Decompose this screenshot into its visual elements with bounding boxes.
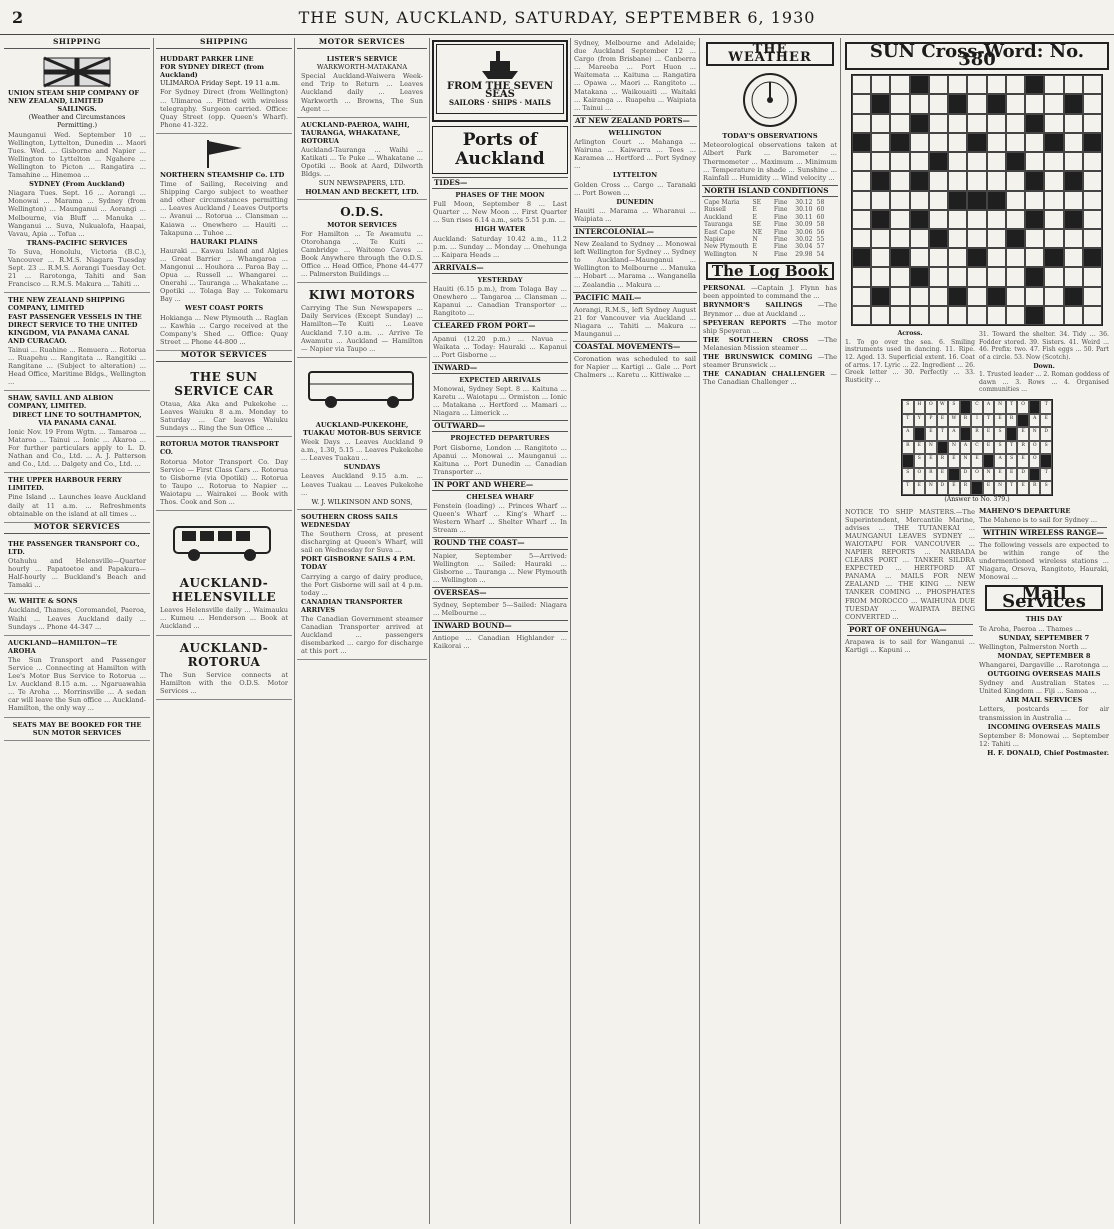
column-crossword-mails: [840, 38, 1113, 1224]
speyeran-heading: SPEYERAN REPORTS: [703, 318, 787, 327]
body-text: Rotorua Motor Transport Co. Day Service — First Class Cars ... Rotorua to Gisborne (via Opotiki) ... Rotorua to Taupo ... Rotorua to Napier ... Waiotapu ... Wairakei ... Book with Thos. Cook and Son ...: [160, 457, 288, 507]
direct-line: DIRECT LINE TO SOUTHAMPTON, VIA PANAMA CANAL: [12, 410, 142, 427]
intercolonial-heading: INTERCOLONIAL—: [573, 226, 697, 238]
body-text: 31. Toward the shelter. 34. Tidy ... 36. Fodder stored. 39. Sisters. 41. Weird ... 46. Prefix: two. 47. Fish eggs ... 50. Part of a circle. 53. Now (Scotch).: [979, 331, 1109, 361]
postmaster-signature: H. F. DONALD, Chief Postmaster.: [987, 748, 1109, 757]
body-text: Carrying a cargo of dairy produce, the Port Gisborne will sail at 4 p.m. today ...: [301, 572, 423, 597]
ship-icon: [480, 45, 520, 81]
expected-heading: EXPECTED ARRIVALS: [459, 375, 541, 384]
masthead: [0, 0, 1114, 35]
body-text: Leaves Auckland 9.15 a.m. ... Leaves Tuakau ... Leaves Pukekohe ...: [301, 472, 423, 497]
in-port-heading: IN PORT AND WHERE—: [432, 479, 568, 491]
seven-seas-title: FROM THE SEVEN SEAS: [446, 81, 554, 101]
weather-dial-icon: [700, 70, 840, 130]
body-text: Meteorological observations taken at Albert Park ... Barometer ... Thermometer ... Maximum ... Minimum ... Temperature in shade ... Sunshine ... Rainfall ... Humidity ... Wind velocity ...: [703, 141, 837, 182]
sundays: SUNDAYS: [343, 463, 381, 472]
column-shipping-1: [2, 38, 152, 1224]
body-text: Pine Island ... Launches leave Auckland daily at 11 a.m. ... Refreshments obtainable on the island at all times ...: [8, 493, 146, 518]
column-motor-services: [294, 38, 429, 1224]
body-text: The following vessels are expected to be within range of the undermentioned wireless stations ... Niagara, Orsova, Rangitoto, Hauraki, Monowai ...: [979, 540, 1109, 582]
sailings-sub: (Weather and Circumstances Permitting.): [28, 113, 126, 130]
body-text: To Suva, Honolulu, Victoria (B.C.), Vancouver ... R.M.S. Niagara Tuesday Sept. 23 ... R.M.S. Aorangi Tuesday Oct. 21 ... Rarotonga, Tahiti and San Francisco ... R.M.S. Makura ... Tahiti ...: [8, 247, 146, 289]
seats-title: SEATS MAY BE BOOKED FOR THE SUN MOTOR SERVICES: [12, 720, 142, 737]
seven-seas-sub: SAILORS · SHIPS · MAILS: [449, 98, 551, 108]
port-onehunga-heading: PORT OF ONEHUNGA—: [847, 624, 973, 636]
sun-papers: SUN NEWSPAPERS, LTD.: [318, 179, 406, 188]
hamilton-title: AUCKLAND—HAMILTON—TE AROHA: [8, 638, 117, 655]
monday-heading: MONDAY, SEPTEMBER 8: [997, 651, 1091, 660]
port-gisborne-title: PORT GISBORNE SAILS 4 P.M. TODAY: [301, 555, 416, 572]
holman: HOLMAN AND BECKETT, LTD.: [305, 187, 419, 196]
body-text: Ionic Nov. 19 From Wgtn. ... Tamaroa ... Mataroa ... Tainui ... Ionic ... Akaroa ... For further particulars apply to L. D. Nathan and Co., Ltd. ... A. J. Patterson and Co., Ltd. ... Dalgety and Co., Ltd. ...: [8, 427, 146, 469]
passenger-transport-ad: [4, 537, 150, 595]
body-text: Hauiti (6.15 p.m.), from Tolaga Bay ... Onewhero ... Tangaroa ... Clansman ... Kapanui ... Canadian Transporter ... Rangitoto ...: [433, 285, 567, 318]
flag-icon: [160, 137, 288, 171]
sun-service-ad: [156, 365, 292, 437]
body-text: Golden Cross ... Cargo ... Taranaki ... Port Bowen ...: [574, 180, 696, 197]
motor-bus-illustration: [295, 360, 429, 414]
for-sydney: FOR SYDNEY DIRECT (from Auckland): [160, 63, 265, 80]
section-heading: MOTOR SERVICES: [156, 351, 292, 362]
body-text: Letters, postcards ... for air transmission in Australia ...: [979, 705, 1109, 722]
body-text: Time of Sailing, Receiving and Shipping Cargo subject to weather and other circumstances permitting ... Leaves Auckland / Leaves Outports ... Avanui ... Rotorua ... Clansman ... Kaiawa ... Onewhero ... Hauiti ... Takapuna ... Tuhoe ...: [160, 180, 288, 237]
paeroa-title: AUCKLAND-PAEROA, WAIHI, TAURANGA, WHAKATANE, ROTORUA: [301, 120, 410, 145]
body-text: Auckland: Saturday 10.42 a.m., 11.2 p.m. ... Sunday ... Monday ... Onehunga ... Kaipara Heads ...: [433, 234, 567, 259]
body-text: —The Canadian Challenger ...: [703, 370, 837, 387]
trans-pacific-heading: TRANS-PACIFIC SERVICES: [26, 238, 128, 247]
arrivals-heading: ARRIVALS—: [432, 262, 568, 274]
todays-obs-heading: TODAY'S OBSERVATIONS: [722, 132, 818, 141]
body-text: Sydney, Melbourne and Adelaide; due Auckland September 12 ... Cargo (from Brisbane) ... Canberra ... Mareeba ... Port Huon ... Waitemata ... Kaituna ... Rangatira ... Opawa ... Maori ... Rangitoto ... Matakana ... Waikouaiti ... Waitaki ... Kairanga ... Ruapehu ... Waipiata ... Tainui ...: [574, 39, 696, 112]
body-text: Auckland, Thames, Coromandel, Paeroa, Waihi ... Leaves Auckland daily ... Sundays ... Phone 44-347 ...: [8, 606, 146, 631]
ods-sub: MOTOR SERVICES: [327, 220, 397, 229]
kiwi-title: KIWI MOTORS: [308, 288, 416, 303]
body-text: Niagara Tues. Sept. 16 ... Aorangi ... Monowai ... Marama ... Sydney (from Wellington) ... Maunganui ... Aorangi ... Melbourne, via Bluff ... Manuka ... Wanganui ... Suva, Nukualofa, Haapai, Vavau, Apia ... Tofua ...: [8, 189, 146, 238]
sydney-heading: SYDNEY (From Auckland): [29, 180, 125, 189]
body-text: Otahuhu and Helensville—Quarter hourly ... Papatoetoe and Papakura—Half-hourly ... Buckland's Beach and Tamaki ...: [8, 556, 146, 590]
union-steamship-ad: [4, 52, 150, 293]
shaw-savill-ad: [4, 391, 150, 473]
body-text: Whangarei, Dargaville ... Rarotonga ...: [979, 660, 1109, 669]
ports-of-auckland: [432, 126, 568, 174]
log-book-title: The Log Book: [706, 262, 834, 280]
inward-bound-heading: INWARD BOUND—: [432, 620, 568, 632]
projected-heading: PROJECTED DEPARTURES: [450, 434, 550, 443]
body-text: September 8: Monowai ... September 12: Tahiti ...: [979, 731, 1109, 748]
nz-ports-heading: AT NEW ZEALAND PORTS—: [573, 115, 697, 127]
canadian-title: CANADIAN TRANSPORTER ARRIVES: [301, 597, 403, 614]
column-ports: [429, 38, 570, 1224]
west-coast: WEST COAST PORTS: [184, 304, 264, 313]
pukekohe-title: AUCKLAND-PUKEKOHE, TUAKAU MOTOR-BUS SERVICE: [303, 420, 421, 437]
body-text: —Captain J. Flynn has been appointed to command the ...: [703, 284, 837, 301]
inward-heading: INWARD—: [432, 362, 568, 374]
body-text: Napier, September 5—Arrived: Wellington ... Sailed: Hauraki ... Gisborne ... Tauranga ... New Plymouth ... Wellington ...: [433, 551, 567, 584]
pacific-mail-heading: PACIFIC MAIL—: [573, 292, 697, 304]
column-weather: [699, 38, 840, 1224]
body-text: Wellington, Palmerston North ...: [979, 642, 1087, 651]
upper-harbour-ad: [4, 473, 150, 522]
ports-title-2: Auckland: [455, 149, 545, 169]
rotorua-title: ROTORUA MOTOR TRANSPORT CO.: [160, 440, 280, 457]
body-text: Sydney, September 5—Sailed: Niagara ... Melbourne ...: [433, 601, 567, 618]
incoming-heading: INCOMING OVERSEAS MAILS: [987, 722, 1101, 731]
body-text: —The Brynmor ... due at Auckland ...: [703, 301, 837, 318]
ods-title: O.D.S.: [340, 204, 384, 219]
hauraki-plains: HAURAKI PLAINS: [190, 237, 258, 246]
body-text: Week Days ... Leaves Auckland 9 a.m., 1.30, 5.15 ... Leaves Pukekohe ... Leaves Tuakau ...: [301, 438, 423, 463]
body-text: For Sydney Direct (from Wellington) ... Ulimaroa ... Fitted with wireless telegraphy. Surgeon carried. Office: Quay Street (opp. Queen's Wharf). Phone 41-322.: [160, 88, 288, 129]
southern-cross-ad: [297, 510, 427, 661]
helensville-ad: [156, 571, 292, 635]
northern-ad: [156, 134, 292, 351]
chelsea-heading: CHELSEA WHARF: [466, 493, 534, 501]
round-coast-heading: ROUND THE COAST—: [432, 537, 568, 549]
ods-ad: [297, 200, 427, 284]
maheno-heading: MAHENO'S DEPARTURE: [979, 506, 1071, 515]
body-text: Leaves Helensville daily ... Waimauku ... Kumeu ... Henderson ... Book at Auckland ...: [160, 606, 288, 631]
body-text: The Sun Transport and Passenger Service ... Connecting at Hamilton with Lee's Motor Bus Service to Rotorua ... Lv. Auckland 8.15 a.m. ... Ngaruawahia ... Te Aroha ... Morrinsville ... A sedan car will leave the Sun office ... Auckland-Hamilton, the only way ...: [8, 655, 146, 713]
kiwi-ad: [297, 283, 427, 358]
body-text: Aorangi, R.M.S., left Sydney August 21 for Vancouver via Auckland ... Niagara ... Tahiti ... Makura ... Maunganui ...: [574, 305, 696, 338]
nz-shipping-title: THE NEW ZEALAND SHIPPING COMPANY, LIMITED: [8, 296, 125, 313]
fast-passenger: FAST PASSENGER VESSELS IN THE DIRECT SERVICE TO THE UNITED KINGDOM, VIA PANAMA CANAL AND CURACAO.: [8, 312, 142, 345]
flag-icon: [8, 55, 146, 89]
section-heading: MOTOR SERVICES: [4, 523, 150, 534]
ports-title-1: Ports of: [462, 130, 538, 150]
high-water-heading: HIGH WATER: [474, 225, 526, 234]
passenger-transport-title: THE PASSENGER TRANSPORT CO., LTD.: [8, 539, 140, 556]
sun-service-title: THE SUN SERVICE CAR: [174, 370, 274, 398]
sunday-heading: SUNDAY, SEPTEMBER 7: [998, 633, 1090, 642]
body-text: 1. To go over the sea. 6. Smiling instruments used in dancing. 11. Ripe. 12. Aged. 13. Superficial extent. 16. Coat of arms. 17. Lyric ... 22. Ingredient ... 26. Greek letter ... 30. Perfectly ... 33. Rusticity ...: [845, 338, 975, 384]
helensville-title: AUCKLAND-HELENSVILLE: [171, 576, 277, 605]
body-text: Hauiti ... Marama ... Wharanui ... Waipiata ...: [574, 206, 696, 223]
brunswick-heading: THE BRUNSWICK COMING: [703, 353, 813, 362]
body-text: Fenstein (loading) ... Princes Wharf ... Queen's Wharf ... King's Wharf ... Western Wharf ... Shelter Wharf ... In Stream ...: [433, 502, 567, 535]
crossword-title: SUN Cross-Word: No. 380: [845, 42, 1109, 70]
body-text: Full Moon, September 8 ... Last Quarter ... New Moon ... First Quarter ... Sun rises 6.14 a.m., sets 5.51 p.m. ...: [433, 200, 567, 225]
warkworth: WARKWORTH-MATAKANA: [316, 63, 408, 72]
body-text: The Maheno is to sail for Sydney ...: [979, 515, 1098, 524]
body-text: Otaua, Aka Aka and Pukekohe ... Leaves Waiuku 8 a.m. Monday to Saturday ... Car leaves Waiuku Sundays ... Ring the Sun Office ...: [160, 400, 288, 433]
body-text: New Zealand to Sydney ... Monowai left Wellington for Sydney ... Sydney to Auckland—Maunganui ... Wellington to Melbourne ... Manuka ... Hobart ... Marama ... Wanganella ... Zealandia ... Makura ...: [574, 240, 696, 289]
union-company-title: UNION STEAM SHIP COMPANY OF NEW ZEALAND, LIMITED: [8, 89, 140, 106]
body-text: Arapawa is to sail for Wanganui ... Kartigi ... Kapuni ...: [845, 637, 975, 655]
outgoing-heading: OUTGOING OVERSEAS MAILS: [987, 670, 1101, 679]
answer-grid: S H O W S C A N T O T T Y P E W R I T E R A E A E T A R E S E N D R E N N A C E S T R O S S E R E N E A S E O S O R E D O N E E D T T E N D E R E N T E R S: [901, 399, 1053, 496]
newspaper-title: THE SUN, AUCKLAND, SATURDAY, SEPTEMBER 6, 1930: [298, 8, 816, 27]
lyttelton-heading: LYTTELTON: [612, 171, 658, 180]
coastal-heading: COASTAL MOVEMENTS—: [573, 341, 697, 353]
body-text: Port Gisborne, London ... Rangitoto ... Apanui ... Monowai ... Maunganui ... Kaituna ... Port Dunedin ... Canadian Transporter ...: [433, 443, 567, 476]
overseas-heading: OVERSEAS—: [432, 587, 568, 599]
body-text: Special Auckland-Waiwera Week-end Trip to Return ... Leaves Auckland daily ... Leaves Warkworth ... Browns, The Sun Agent ...: [301, 72, 423, 113]
auckland-rotorua-ad: [156, 636, 292, 700]
lister-title: LISTER'S SERVICE: [326, 55, 398, 64]
northern-title: NORTHERN STEAMSHIP Co. LTD: [160, 170, 285, 179]
weather-title: THE WEATHER: [706, 42, 834, 66]
lister-ad: [297, 52, 427, 118]
seven-seas-banner: [432, 40, 568, 122]
body-text: Maunganui Wed. September 10 ... Wellington, Lyttelton, Dunedin ... Maori Tues. Wed. ... Gisborne and Napier ... Wellington to Lyttelton ... Ngahere ... Wellington to Picton ... Rangatira ... Tamahine ... Hinemoa ...: [8, 130, 146, 180]
auckland-rotorua-title: AUCKLAND-ROTORUA: [179, 640, 269, 669]
section-heading: SHIPPING: [4, 38, 150, 49]
body-text: Hokianga ... New Plymouth ... Raglan ... Kawhia ... Cargo received at the Company's Shed ... Office: Quay Street ... Phone 44-800 ...: [160, 313, 288, 346]
wireless-heading: WITHIN WIRELESS RANGE—: [981, 527, 1107, 539]
body-text: Antiope ... Canadian Highlander ... Kaikorai ...: [433, 634, 567, 651]
conditions-table: Cape Maria SE Fine 30.12 58 Russell E Fine 30.10 60 Auckland E Fine 30.11 60 Tauranga SE Fine 30.09 58 East Cape NE Fine 30.06 56 Napier N Fine 30.02 55 New Plymouth E Fine 30.04 57 Wellington N Fine 29.98 54: [704, 198, 825, 258]
body-text: Te Aroha, Paeroa ... Thames ...: [979, 624, 1082, 633]
body-text: Hauraki ... Kawau Island and Algies ... Great Barrier ... Whangaroa ... Mangonui ... Houhora ... Paroa Bay ... Opua ... Russell ... Whangarei ... Onerahi ... Tauranga ... Whakatane ... Opotiki ... Tolaga Bay ... Tokomaru Bay ...: [160, 246, 288, 304]
body-text: 1. Trusted leader ... 2. Roman goddess of dawn ... 3. Rows ... 4. Organised communities ...: [979, 371, 1109, 394]
huddart-title: HUDDART PARKER LINE: [160, 55, 254, 64]
section-heading: MOTOR SERVICES: [297, 38, 427, 49]
wilkinson: W. J. WILKINSON AND SONS,: [311, 497, 413, 506]
column-shipping-2: [153, 38, 294, 1224]
paeroa-ad: [297, 118, 427, 200]
this-day-heading: THIS DAY: [1025, 615, 1063, 624]
huddart-ad: [156, 52, 292, 134]
body-text: Monowai, Sydney Sept. 8 ... Kaituna ... Karetu ... Waiotapu ... Ormiston ... Ionic ... Matakana ... Hertford ... Mamari ... Niagara ... Limerick ...: [433, 384, 567, 418]
body-text: NOTICE TO SHIP MASTERS.—The Superintendent, Mercantile Marine, advises ... THE TUTANEKAI ... MAUNGANUI LEAVES SYDNEY ... WAIOTAPU FOR VANCOUVER ... NAPIER REPORTS ... NARBADA CLEARS PORT ... TANKER SILDRA EXPECTED ... HERTFORD AT PANAMA ... MAILS FOR NEW ZEALAND ... THE KING ... NEW TANKER COMING ... PHOSPHATES FROM MOROCCO ... WAIHUNA DUE TUESDAY ... WAIPATA BEING CONVERTED ...: [845, 507, 975, 621]
body-text: For Hamilton ... Te Awamutu ... Otorohanga ... Te Kuiti ... Cambridge ... Waitomo Caves ... Book Anywhere through the O.D.S. Office ... Head Office, Phone 44-477 ... Palmerston Buildings ...: [301, 229, 423, 279]
phases-heading: PHASES OF THE MOON: [455, 191, 545, 200]
body-text: Arlington Court ... Mahanga ... Wairuna ... Kaiwarra ... Tees ... Karamea ... Hertford ... Port Sydney ...: [574, 138, 696, 171]
crossword-clues: [841, 330, 1113, 395]
shaw-title: SHAW, SAVILL AND ALBION COMPANY, LIMITED.: [8, 394, 114, 411]
body-text: Tainui ... Ruahine ... Remuera ... Rotorua ... Ruapehu ... Rangitata ... Rangitiki ... Rangitane ... (Subject to alteration) ... Head Office, Maritime Bldgs., Wellington ...: [8, 345, 146, 387]
crossword-grid: [851, 74, 1103, 326]
southern-cross-heading: THE SOUTHERN CROSS: [703, 335, 809, 344]
brynmor-heading: BRYNMOR'S SAILINGS: [703, 301, 803, 310]
section-heading: SHIPPING: [156, 38, 292, 49]
sailings-heading: SAILINGS.: [57, 105, 97, 114]
body-text: Carrying The Sun Newspapers ... Daily Services (Except Sunday) ... Hamilton—Te Kuiti ... Leave Auckland 7.10 a.m. ... Arrive Te Awamutu ... Auckland — Hamilton — Napier via Taupo ...: [301, 304, 423, 353]
hamilton-ad: [4, 636, 150, 718]
mail-services-title: Mail Services: [985, 585, 1103, 611]
white-sons-ad: [4, 594, 150, 635]
wellington-heading: WELLINGTON: [608, 128, 662, 137]
body-text: —The steamer Brunswick ...: [703, 353, 837, 370]
north-island-heading: NORTH ISLAND CONDITIONS: [702, 185, 838, 197]
across-heading: Across.: [897, 330, 923, 338]
answer-caption: (Answer to No. 379.): [944, 495, 1010, 503]
personal-heading: PERSONAL: [703, 284, 745, 293]
canadian-challenger-heading: THE CANADIAN CHALLENGER: [703, 370, 825, 379]
outward-heading: OUTWARD—: [432, 420, 568, 432]
air-mail-heading: AIR MAIL SERVICES: [1005, 696, 1083, 705]
column-nz-ports: [570, 38, 699, 1224]
yesterday-heading: YESTERDAY: [477, 275, 523, 284]
southern-cross-title: SOUTHERN CROSS SAILS WEDNESDAY: [301, 512, 398, 529]
body-text: —The Melanesian Mission steamer ...: [703, 335, 837, 352]
body-text: Apanui (12.20 p.m.) ... Navua ... Waikata ... Today: Hauraki ... Kapanui ... Port Gisborne ...: [433, 334, 567, 359]
upper-harbour-title: THE UPPER HARBOUR FERRY LIMITED.: [8, 476, 122, 493]
page-number: 2: [12, 8, 24, 27]
body-text: The Canadian Government steamer Canadian Transporter arrived at Auckland ... passengers disembarked ... cargo for discharge at this port ...: [301, 614, 423, 656]
tides-heading: TIDES—: [432, 177, 568, 189]
pukekohe-ad: [297, 418, 427, 510]
bus-illustration: [154, 513, 294, 567]
body-text: Sydney and Australian States ... United Kingdom ... Fiji ... Samoa ...: [979, 679, 1109, 696]
ulimaroa-sailing: ULIMAROA Friday Sept. 19 11 a.m.: [160, 79, 280, 88]
body-text: The Southern Cross, at present discharging at Queen's Wharf, will sail on Wednesday for Suva ...: [301, 530, 423, 555]
white-sons-title: W. WHITE & SONS: [8, 597, 78, 606]
seats-ad: [4, 718, 150, 741]
down-heading: Down.: [1033, 362, 1055, 370]
nz-shipping-ad: [4, 293, 150, 391]
body-text: Auckland-Tauranga ... Waihi ... Katikati ... Te Puke ... Whakatane ... Opotiki ... Book at Aard, Dilworth Bldgs. ...: [301, 146, 423, 179]
body-text: Coronation was scheduled to sail for Napier ... Kartigi ... Gale ... Port Chalmers ... Karetu ... Kittiwake ...: [574, 355, 696, 380]
dunedin-heading: DUNEDIN: [616, 197, 654, 206]
body-text: The Sun Service connects at Hamilton with the O.D.S. Motor Services ...: [160, 670, 288, 695]
body-text: —The motor ship Speyeran ...: [703, 318, 837, 335]
rotorua-ad: [156, 437, 292, 511]
cleared-heading: CLEARED FROM PORT—: [432, 320, 568, 332]
